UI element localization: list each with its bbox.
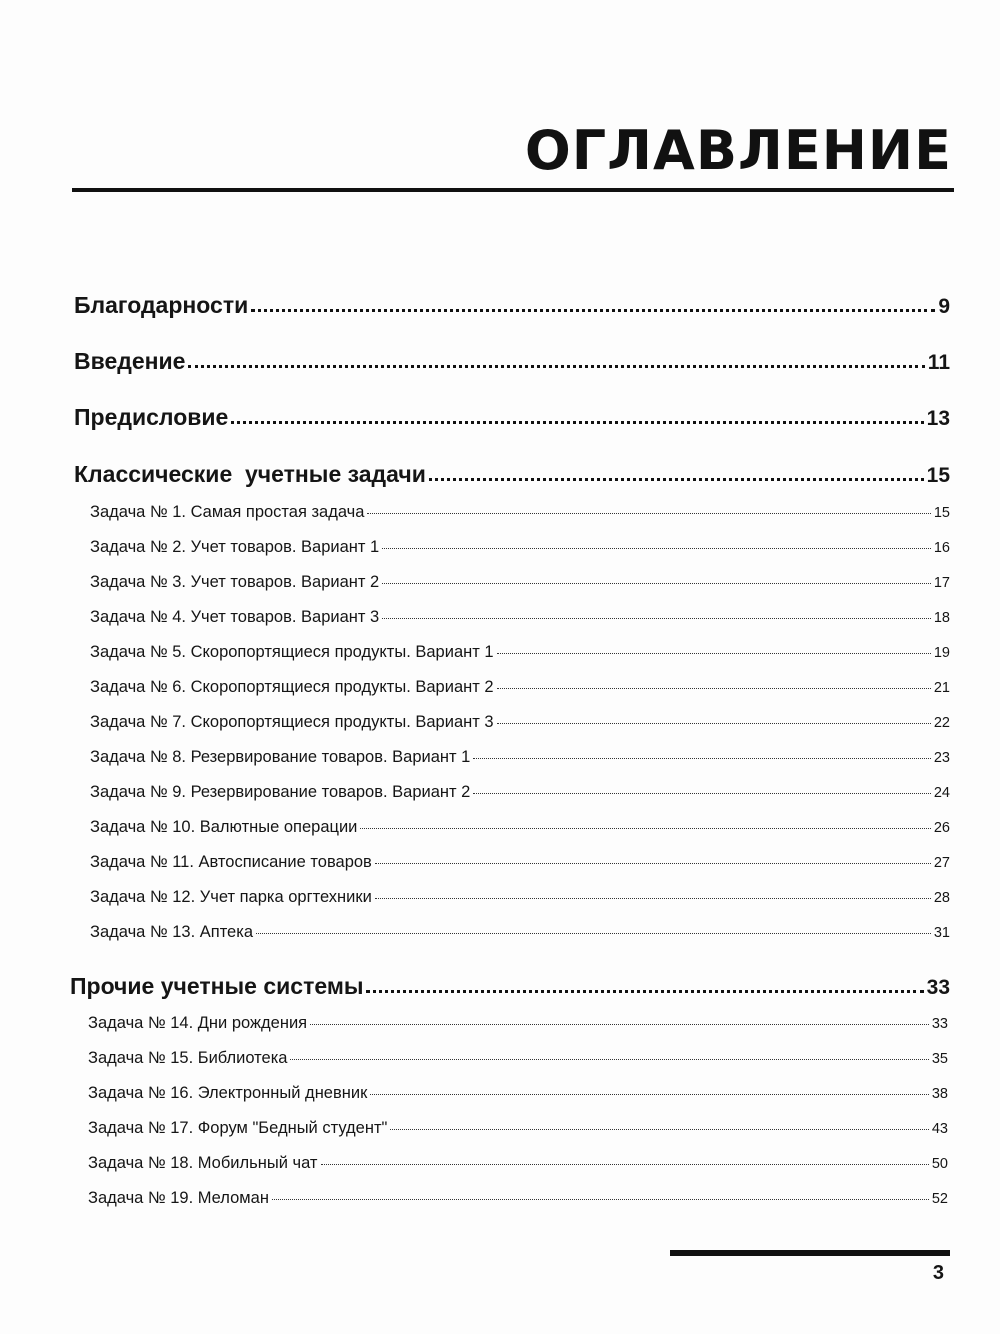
dot-leader: [310, 1024, 929, 1025]
dot-leader: [429, 478, 924, 481]
toc-section-preface[interactable]: [74, 404, 950, 431]
toc-section-label: Прочие учетные системы: [70, 973, 364, 999]
toc-item-label: Задача № 16. Электронный дневник: [88, 1084, 368, 1102]
toc-item[interactable]: [88, 1084, 948, 1103]
toc-section-page: 11: [927, 351, 950, 374]
dot-leader: [382, 618, 931, 619]
toc-item-page: 26: [933, 820, 950, 836]
dot-leader: [370, 1094, 929, 1095]
toc-item-label: Задача № 19. Меломан: [88, 1189, 269, 1207]
toc-section-page: 13: [926, 407, 950, 430]
dot-leader: [290, 1059, 928, 1060]
toc-item-page: 52: [931, 1191, 948, 1207]
toc-item-page: 28: [933, 890, 950, 906]
toc-item[interactable]: [90, 853, 950, 872]
toc-section-classic-tasks[interactable]: [74, 461, 950, 488]
page-title: ОГЛАВЛЕНИЕ: [524, 119, 952, 182]
toc-item[interactable]: [88, 1154, 948, 1173]
toc-item[interactable]: [90, 503, 950, 522]
toc-item-label: Задача № 5. Скоропортящиеся продукты. Вариант 1: [90, 643, 494, 661]
toc-item-label: Задача № 12. Учет парка оргтехники: [90, 888, 372, 906]
toc-item[interactable]: [88, 1049, 948, 1068]
toc-item-label: Задача № 2. Учет товаров. Вариант 1: [90, 538, 380, 556]
toc-item-label: Задача № 9. Резервирование товаров. Вариант 2: [90, 783, 471, 801]
toc-item[interactable]: [90, 538, 950, 557]
dot-leader: [497, 688, 931, 689]
toc-item-page: 21: [933, 680, 950, 696]
dot-leader: [497, 653, 931, 654]
toc-item-page: 18: [933, 610, 950, 626]
toc-item[interactable]: [88, 1189, 948, 1208]
toc-section-label: Введение: [74, 348, 186, 374]
dot-leader: [375, 863, 931, 864]
toc-item[interactable]: [90, 713, 950, 732]
toc-item[interactable]: [90, 888, 950, 907]
toc-item-page: 33: [931, 1016, 948, 1032]
toc-item-page: 35: [931, 1051, 948, 1067]
toc-item-label: Задача № 17. Форум "Бедный студент": [88, 1119, 388, 1137]
toc-section-label: Благодарности: [74, 292, 249, 318]
dot-leader: [231, 421, 923, 424]
footer-rule: [670, 1250, 950, 1256]
dot-leader: [251, 309, 935, 312]
toc-section-page: 9: [938, 295, 950, 318]
toc-item[interactable]: [90, 783, 950, 802]
page-number: 3: [932, 1262, 944, 1284]
dot-leader: [367, 513, 930, 514]
toc-item[interactable]: [88, 1014, 948, 1033]
toc-item-label: Задача № 4. Учет товаров. Вариант 3: [90, 608, 380, 626]
title-underline: [72, 188, 954, 192]
dot-leader: [360, 828, 930, 829]
toc-item[interactable]: [90, 573, 950, 592]
toc-item[interactable]: [90, 818, 950, 837]
dot-leader: [375, 898, 931, 899]
toc-item-label: Задача № 6. Скоропортящиеся продукты. Вариант 2: [90, 678, 494, 696]
dot-leader: [272, 1199, 929, 1200]
dot-leader: [497, 723, 931, 724]
dot-leader: [382, 583, 931, 584]
dot-leader: [390, 1129, 928, 1130]
toc-item-label: Задача № 1. Самая простая задача: [90, 503, 365, 521]
toc-item-label: Задача № 3. Учет товаров. Вариант 2: [90, 573, 380, 591]
toc-section-label: Классические учетные задачи: [74, 461, 426, 487]
toc-item-page: 22: [933, 715, 950, 731]
toc-item-label: Задача № 8. Резервирование товаров. Вариант 1: [90, 748, 471, 766]
toc-item[interactable]: [90, 748, 950, 767]
toc-item-page: 38: [931, 1086, 948, 1102]
dot-leader: [321, 1164, 929, 1165]
toc-item[interactable]: [90, 608, 950, 627]
dot-leader: [366, 990, 923, 993]
toc-item-page: 50: [931, 1156, 948, 1172]
toc-section-acknowledgements[interactable]: [74, 292, 950, 319]
toc-item[interactable]: [90, 643, 950, 662]
toc-section-other-systems[interactable]: [70, 973, 950, 1000]
toc-item-label: Задача № 15. Библиотека: [88, 1049, 288, 1067]
toc-item-label: Задача № 7. Скоропортящиеся продукты. Вариант 3: [90, 713, 494, 731]
toc-item-label: Задача № 18. Мобильный чат: [88, 1154, 318, 1172]
dot-leader: [473, 758, 931, 759]
toc-section-page: 15: [926, 464, 950, 487]
toc-item-label: Задача № 13. Аптека: [90, 923, 253, 941]
toc-item-page: 27: [933, 855, 950, 871]
toc-item-page: 31: [933, 925, 950, 941]
toc-item-page: 23: [933, 750, 950, 766]
dot-leader: [256, 933, 931, 934]
toc-item-label: Задача № 14. Дни рождения: [88, 1014, 308, 1032]
toc-item-label: Задача № 10. Валютные операции: [90, 818, 358, 836]
toc-item-page: 16: [933, 540, 950, 556]
toc-section-introduction[interactable]: [74, 348, 950, 375]
toc-item[interactable]: [88, 1119, 948, 1138]
dot-leader: [473, 793, 931, 794]
toc-section-label: Предисловие: [74, 404, 229, 430]
toc-item-page: 15: [933, 505, 950, 521]
toc-item-label: Задача № 11. Автосписание товаров: [90, 853, 372, 871]
toc-item-page: 17: [933, 575, 950, 591]
toc-item[interactable]: [90, 678, 950, 697]
toc-item-page: 43: [931, 1121, 948, 1137]
toc-item-page: 19: [933, 645, 950, 661]
dot-leader: [188, 365, 924, 368]
dot-leader: [382, 548, 931, 549]
toc-item[interactable]: [90, 923, 950, 942]
toc-item-page: 24: [933, 785, 950, 801]
toc-section-page: 33: [926, 976, 950, 999]
